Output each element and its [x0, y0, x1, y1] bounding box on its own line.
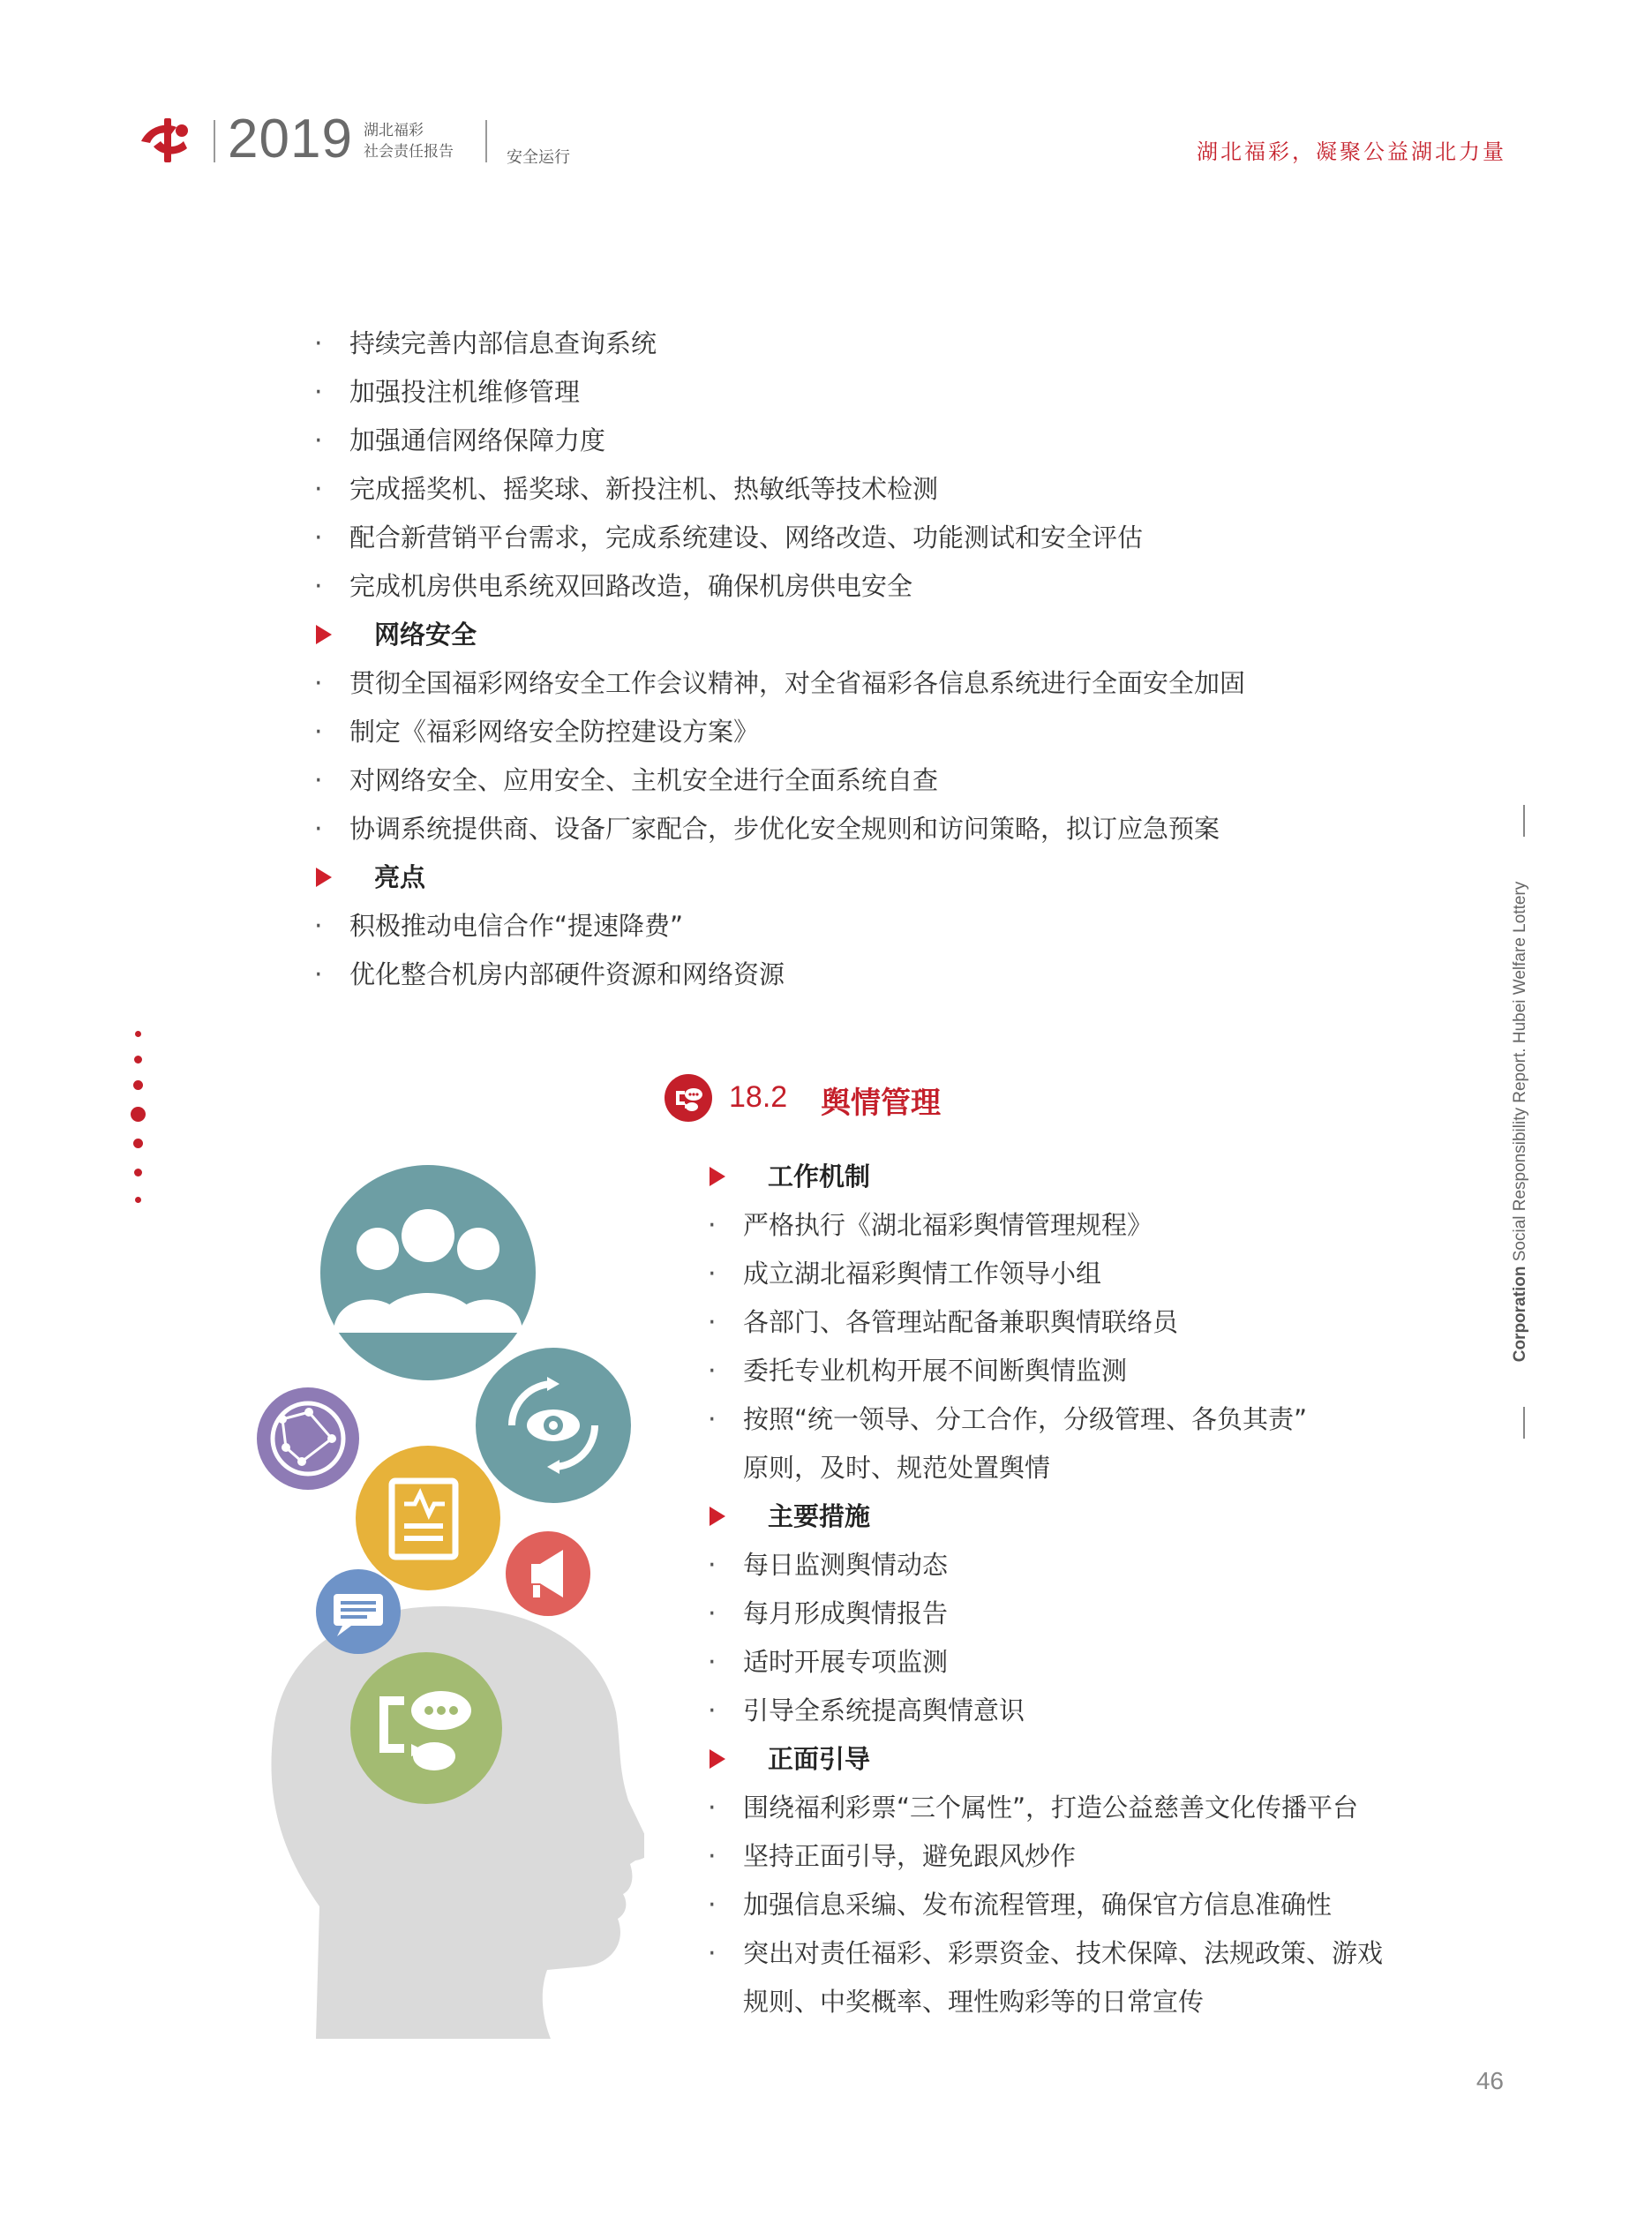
list-item-text: 坚持正面引导，避免跟风炒作 — [743, 1841, 1077, 1871]
list-item-text: 每日监测舆情动态 — [743, 1550, 949, 1580]
list-item-text: 积极推动电信合作“提速降费” — [349, 911, 684, 941]
list-item — [706, 1832, 1383, 1881]
list-item — [312, 417, 1245, 465]
list-item-text: 协调系统提供商、设备厂家配合，步优化安全规则和访问策略，拟订应急预案 — [349, 814, 1220, 844]
dot — [133, 1139, 143, 1148]
section-number: 18.2 — [729, 1080, 788, 1114]
opinion-list — [706, 1153, 1383, 2026]
list-item — [312, 902, 1245, 951]
list-item-text: 主要措施 — [768, 1501, 871, 1531]
network-globe-icon — [257, 1387, 359, 1490]
people-icon — [320, 1165, 536, 1380]
list-item — [706, 1929, 1383, 1978]
dot — [135, 1031, 141, 1037]
logo-icon — [138, 115, 196, 164]
report-name-line1: 湖北福彩 — [364, 122, 424, 139]
side-caption-rest: Social Responsibility Report. Hubei Welfare Lottery — [1511, 881, 1529, 1267]
message-icon — [316, 1569, 401, 1654]
document-chart-icon — [356, 1446, 500, 1590]
list-item-text: 委托专业机构开展不间断舆情监测 — [743, 1356, 1128, 1386]
list-item-text: 工作机制 — [768, 1161, 871, 1191]
eye-cycle-icon — [476, 1348, 631, 1503]
list-item — [706, 1541, 1383, 1590]
list-item — [706, 1638, 1383, 1687]
list-item — [706, 1395, 1383, 1444]
header-divider — [214, 120, 215, 162]
list-item-text: 适时开展专项监测 — [743, 1647, 949, 1677]
subsection-heading — [312, 853, 1245, 902]
list-item-text: 配合新营销平台需求，完成系统建设、网络改造、功能测试和安全评估 — [349, 522, 1144, 552]
subsection-heading — [706, 1492, 1383, 1541]
list-item — [706, 1347, 1383, 1395]
list-item-text: 各部门、各管理站配备兼职舆情联络员 — [743, 1307, 1179, 1337]
list-item-text: 按照“统一领导、分工合作，分级管理、各负其责” — [743, 1404, 1308, 1434]
side-divider — [1523, 1407, 1525, 1439]
list-item — [312, 465, 1245, 514]
list-item — [706, 1298, 1383, 1347]
list-item — [706, 1201, 1383, 1250]
public-opinion-icon — [664, 1073, 713, 1123]
security-list — [312, 319, 1245, 999]
opinion-illustration — [247, 1147, 644, 2039]
subsection-heading — [706, 1735, 1383, 1784]
list-item — [706, 1881, 1383, 1929]
slogan: 湖北福彩，凝聚公益湖北力量 — [1197, 139, 1506, 164]
page-number: 46 — [1476, 2067, 1504, 2094]
dot — [134, 1056, 142, 1064]
triangle-bullet-icon — [710, 1167, 725, 1186]
triangle-bullet-icon — [316, 868, 332, 887]
megaphone-icon — [506, 1531, 590, 1616]
list-item — [706, 1784, 1383, 1832]
chapter-tag: 安全运行 — [507, 148, 570, 167]
subsection-heading — [706, 1153, 1383, 1201]
list-item — [312, 951, 1245, 999]
list-item-text: 加强投注机维修管理 — [349, 377, 581, 407]
side-divider — [1523, 805, 1525, 837]
list-item — [312, 659, 1245, 708]
list-item-text: 规则、中奖概率、理性购彩等的日常宣传 — [743, 1987, 1205, 2017]
list-item — [312, 319, 1245, 368]
list-item — [312, 562, 1245, 611]
subsection-heading — [312, 611, 1245, 659]
list-item-text: 完成机房供电系统双回路改造，确保机房供电安全 — [349, 571, 913, 601]
report-name-line2: 社会责任报告 — [364, 143, 454, 161]
header-divider — [485, 120, 487, 162]
triangle-bullet-icon — [316, 625, 332, 644]
list-item-text: 引导全系统提高舆情意识 — [743, 1695, 1025, 1725]
list-item-text: 严格执行《湖北福彩舆情管理规程》 — [743, 1210, 1153, 1240]
triangle-bullet-icon — [710, 1507, 725, 1526]
dot — [135, 1197, 141, 1203]
list-item-text: 网络安全 — [374, 620, 477, 650]
list-item — [312, 708, 1245, 756]
list-item — [706, 1590, 1383, 1638]
report-name — [364, 120, 454, 162]
dot — [134, 1169, 142, 1176]
list-item-text: 成立湖北福彩舆情工作领导小组 — [743, 1259, 1102, 1289]
list-item-text: 正面引导 — [768, 1744, 871, 1774]
list-item — [312, 805, 1245, 853]
list-item — [312, 368, 1245, 417]
list-item-text: 加强通信网络保障力度 — [349, 425, 606, 455]
dot — [133, 1080, 143, 1090]
list-item — [312, 756, 1245, 805]
list-item-text: 加强信息采编、发布流程管理，确保官方信息准确性 — [743, 1890, 1333, 1920]
list-item-text: 围绕福利彩票“三个属性”，打造公益慈善文化传播平台 — [743, 1793, 1359, 1823]
report-year: 2019 — [228, 109, 353, 169]
list-item-text: 制定《福彩网络安全防控建设方案》 — [349, 717, 760, 747]
triangle-bullet-icon — [710, 1749, 725, 1769]
chat-bubbles-icon — [350, 1652, 502, 1804]
list-item — [706, 1687, 1383, 1735]
list-item-text: 每月形成舆情报告 — [743, 1598, 949, 1628]
list-item-text: 突出对责任福彩、彩票资金、技术保障、法规政策、游戏 — [743, 1938, 1384, 1968]
dot — [131, 1107, 146, 1122]
list-item-text: 对网络安全、应用安全、主机安全进行全面系统自查 — [349, 765, 939, 795]
side-caption — [1511, 839, 1537, 1404]
list-item — [706, 1250, 1383, 1298]
list-item — [706, 1978, 1383, 2026]
page-header — [0, 0, 1652, 177]
list-item-text: 完成摇奖机、摇奖球、新投注机、热敏纸等技术检测 — [349, 474, 939, 504]
list-item — [706, 1444, 1383, 1492]
list-item-text: 贯彻全国福彩网络安全工作会议精神，对全省福彩各信息系统进行全面安全加固 — [349, 668, 1246, 698]
list-item — [312, 514, 1245, 562]
side-caption-bold: Corporation — [1511, 1266, 1529, 1363]
list-item-text: 持续完善内部信息查询系统 — [349, 328, 657, 358]
list-item-text: 优化整合机房内部硬件资源和网络资源 — [349, 959, 785, 989]
list-item-text: 亮点 — [374, 862, 426, 892]
section-title: 舆情管理 — [821, 1086, 941, 1121]
list-item-text: 原则，及时、规范处置舆情 — [743, 1453, 1051, 1483]
